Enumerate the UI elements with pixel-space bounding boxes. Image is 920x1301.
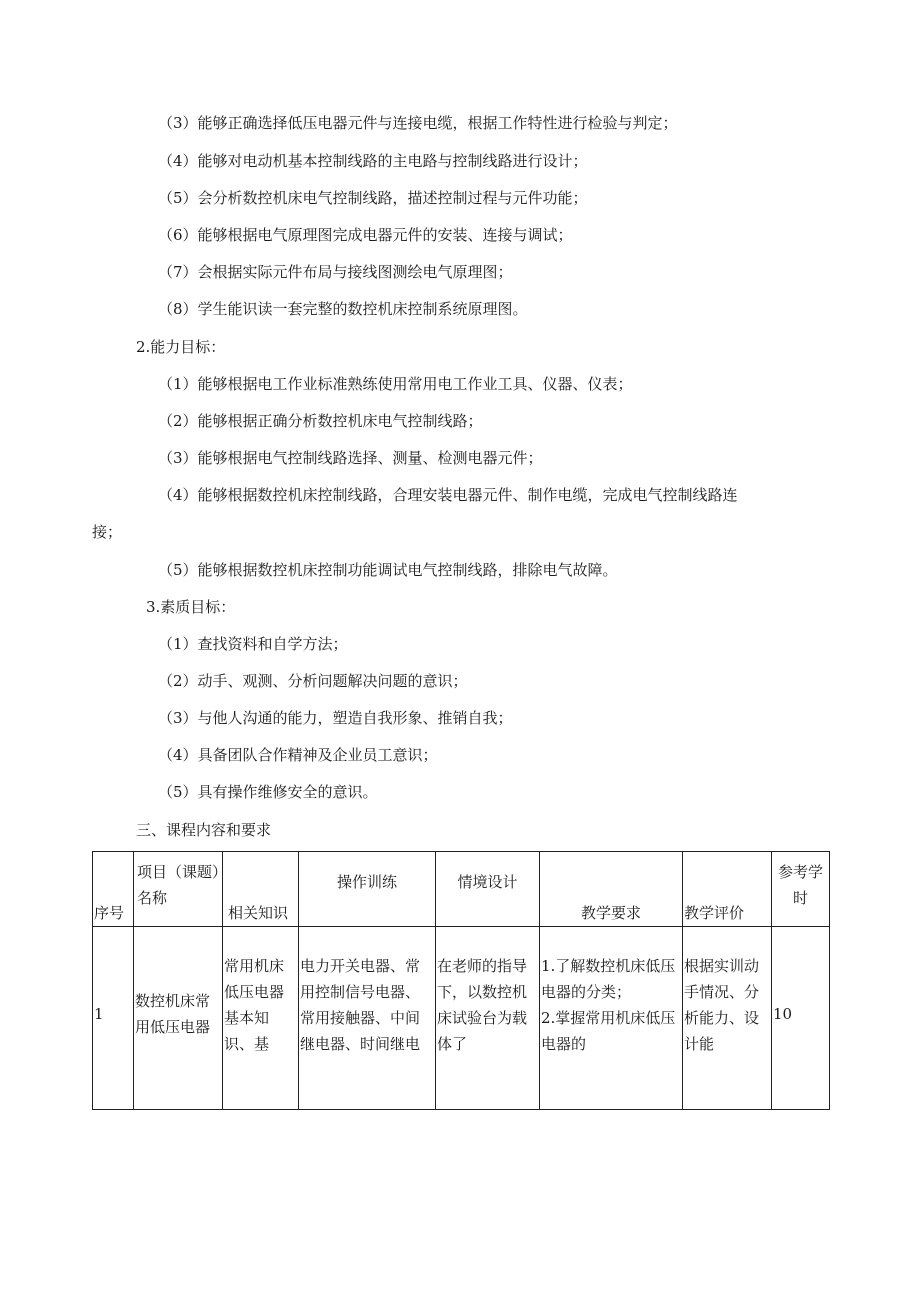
header-project: 项目（课题）名称 [134, 852, 223, 927]
table-row [93, 927, 830, 1110]
requirement-item-1: 1.了解数控机床低压电器的分类； [541, 957, 676, 1001]
cell-training: 电力开关电器、常用控制信号电器、常用接触器、中间继电器、时间继电 [299, 927, 436, 1110]
quality-goal-1: （1）查找资料和自学方法； [158, 635, 348, 653]
header-hours: 参考学时 [772, 852, 830, 927]
knowledge-goal-5: （5）会分析数控机床电气控制线路，描述控制过程与元件功能； [158, 189, 588, 207]
knowledge-goal-6: （6）能够根据电气原理图完成电器元件的安装、连接与调试； [158, 226, 573, 244]
header-requirement: 教学要求 [540, 852, 683, 927]
header-knowledge: 相关知识 [223, 852, 299, 927]
ability-goal-5: （5）能够根据数控机床控制功能调试电气控制线路，排除电气故障。 [158, 561, 618, 579]
ability-goal-4-cont: 接； [92, 523, 123, 541]
knowledge-goal-8: （8）学生能识读一套完整的数控机床控制系统原理图。 [158, 300, 528, 318]
course-content-table [92, 851, 830, 1110]
header-training: 操作训练 [299, 852, 436, 927]
quality-goal-3: （3）与他人沟通的能力，塑造自我形象、推销自我； [158, 709, 513, 727]
header-scenario: 情境设计 [436, 852, 540, 927]
ability-goal-2: （2）能够根据正确分析数控机床电气控制线路； [158, 412, 483, 430]
quality-goal-2: （2）动手、观测、分析问题解决问题的意识； [158, 672, 468, 690]
knowledge-goal-3: （3）能够正确选择低压电器元件与连接电缆，根据工作特性进行检验与判定； [158, 114, 678, 132]
cell-knowledge: 常用机床低压电器基本知识、基 [223, 927, 299, 1110]
cell-seq: 1 [93, 927, 134, 1110]
knowledge-goal-4: （4）能够对电动机基本控制线路的主电路与控制线路进行设计； [158, 152, 588, 170]
quality-goal-4: （4）具备团队合作精神及企业员工意识； [158, 746, 438, 764]
cell-scenario: 在老师的指导下，以数控机床试验台为载体了 [436, 927, 540, 1110]
knowledge-goal-7: （7）会根据实际元件布局与接线图测绘电气原理图； [158, 263, 513, 281]
cell-evaluation: 根据实训动手情况、分析能力、设计能 [683, 927, 772, 1110]
table-header-row [93, 852, 830, 927]
header-seq: 序号 [93, 852, 134, 927]
cell-project: 数控机床常用低压电器 [134, 927, 223, 1110]
ability-goal-4: （4）能够根据数控机床控制线路，合理安装电器元件、制作电缆，完成电气控制线路连 [158, 486, 738, 504]
quality-heading: 3.素质目标： [146, 598, 236, 616]
ability-goal-1: （1）能够根据电工作业标准熟练使用常用电工作业工具、仪器、仪表； [158, 375, 633, 393]
header-evaluation: 教学评价 [683, 852, 772, 927]
ability-heading: 2.能力目标： [136, 338, 226, 356]
quality-goal-5: （5）具有操作维修安全的意识。 [158, 783, 378, 801]
requirement-item-2: 2.掌握常用机床低压电器的 [541, 1009, 676, 1053]
cell-hours: 10 [772, 927, 830, 1110]
cell-requirement [540, 927, 683, 1110]
section-title: 三、课程内容和要求 [136, 821, 272, 839]
ability-goal-3: （3）能够根据电气控制线路选择、测量、检测电器元件； [158, 449, 543, 467]
